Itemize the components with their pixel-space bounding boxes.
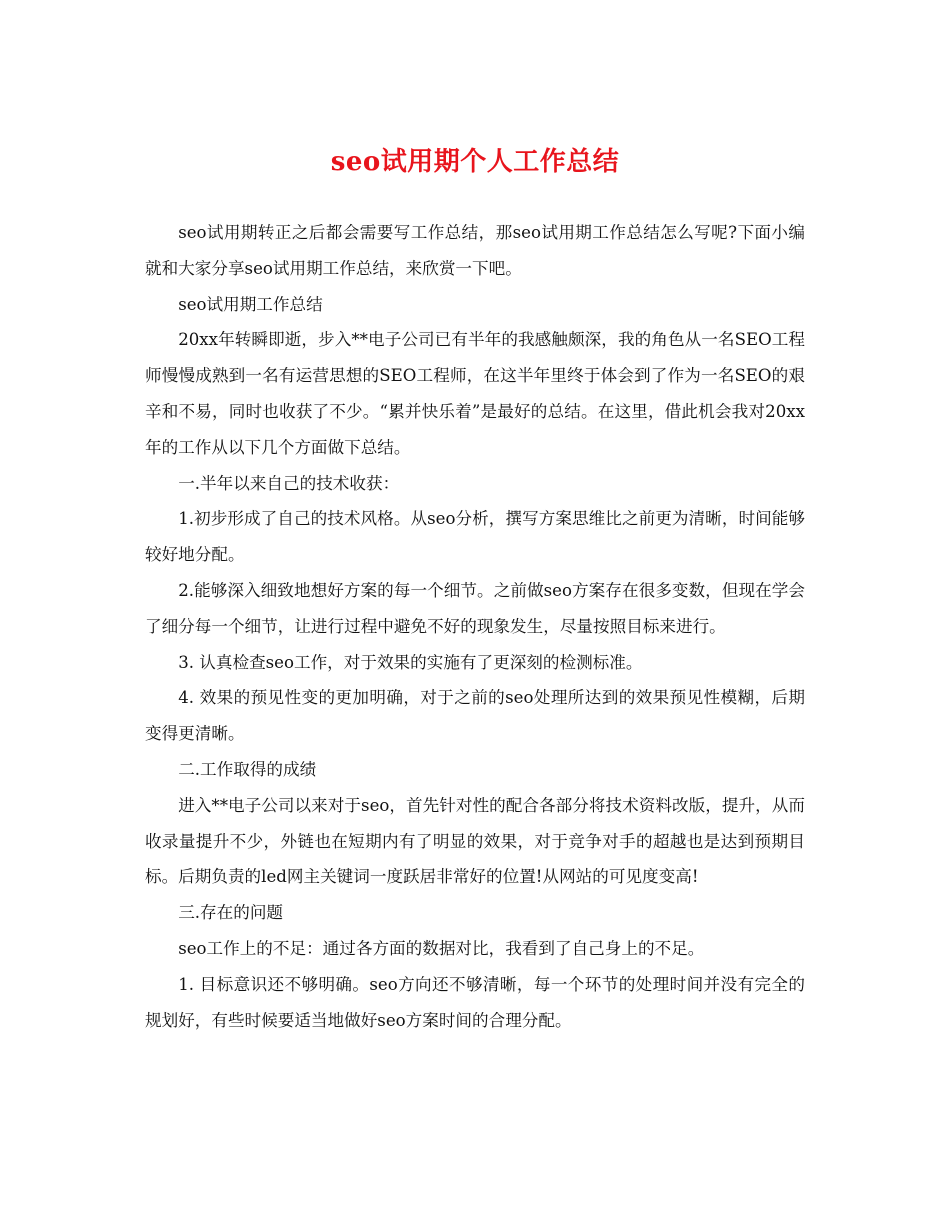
paragraph-achievements: 进入**电子公司以来对于seo，首先针对性的配合各部分将技术资料改版，提升，从而收录量提升不少，外链也在短期内有了明显的效果，对于竞争对手的超越也是达到预期目标。后期负责的led网主关键词一度跃居非常好的位置!从网站的可见度变高! (145, 795, 805, 887)
paragraph-subtitle: seo试用期工作总结 (178, 294, 323, 314)
paragraph-shortcomings: seo工作上的不足：通过各方面的数据对比，我看到了自己身上的不足。 (178, 938, 705, 958)
paragraph-item-4: 4. 效果的预见性变的更加明确，对于之前的seo处理所达到的效果预见性模糊，后期变得更清晰。 (145, 688, 805, 744)
paragraph-intro: seo试用期转正之后都会需要写工作总结，那seo试用期工作总结怎么写呢?下面小编就和大家分享seo试用期工作总结，来欣赏一下吧。 (145, 223, 805, 278)
paragraph-problem-1: 1. 目标意识还不够明确。seo方向还不够清晰，每一个环节的处理时间并没有完全的规划好，有些时候要适当地做好seo方案时间的合理分配。 (145, 974, 805, 1030)
paragraph-item-3: 3. 认真检查seo工作，对于效果的实施有了更深刻的检测标准。 (178, 652, 643, 672)
paragraph-item-1: 1.初步形成了自己的技术风格。从seo分析，撰写方案思维比之前更为清晰，时间能够较好地分配。 (145, 509, 805, 565)
section-heading-achievements: 二.工作取得的成绩 (178, 759, 317, 779)
paragraph-overview: 20xx年转瞬即逝，步入**电子公司已有半年的我感触颇深，我的角色从一名SEO工程师慢慢成熟到一名有运营思想的SEO工程师，在这半年里终于体会到了作为一名SEO的艰辛和不易，同时也收获了不少。“累并快乐着”是最好的总结。在这里，借此机会我对20xx年的工作从以下几个方面做下总结。 (145, 330, 805, 457)
document-title: seo试用期个人工作总结 (330, 147, 620, 177)
paragraph-item-2: 2.能够深入细致地想好方案的每一个细节。之前做seo方案存在很多变数，但现在学会了细分每一个细节，让进行过程中避免不好的现象发生，尽量按照目标来进行。 (145, 580, 805, 636)
section-heading-problems: 三.存在的问题 (178, 903, 284, 923)
section-heading-tech-gains: 一.半年以来自己的技术收获： (178, 473, 400, 493)
document-body (145, 215, 805, 1038)
